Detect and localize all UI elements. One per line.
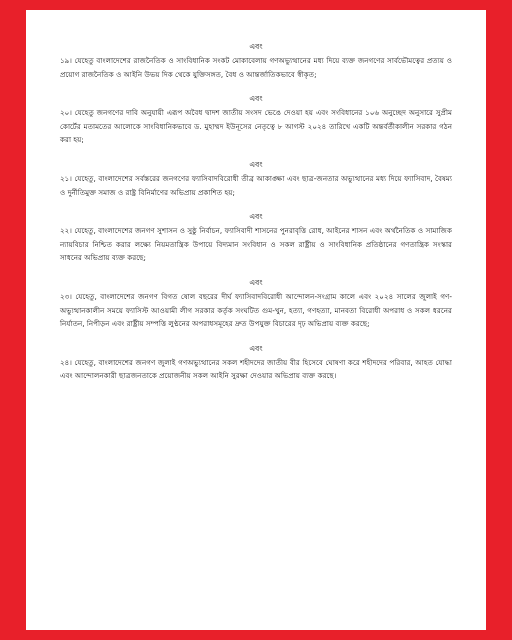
separator-and: এবং: [249, 42, 263, 51]
clause-20: [60, 94, 452, 147]
clause-24: [60, 344, 452, 383]
separator-and: এবং: [249, 343, 263, 353]
clause-20-text: ২০। যেহেতু জনগণের দাবি অনুযায়ী এরূপ অবৈধ দ্বাদশ জাতীয় সংসদ ভেঙে দেওয়া হয় এবং সংবিধানের ১০৬ অনুচ্ছেদ অনুসারে সুপ্রীম কোর্টের মতামতের আলোকে সাংবিধানিকভাবে ড. মুহাম্মদ ইউনূসের নেতৃত্বে ৮ আগস্ট ২০২৪ তারিখে একটি অন্তর্বর্তীকালীন সরকার গঠন করা হয়;: [60, 108, 452, 145]
clause-22: [60, 212, 452, 265]
document-page: [26, 10, 486, 630]
clause-21: [60, 160, 452, 199]
separator-and: এবং: [249, 94, 263, 104]
clause-24-text: ২৪। যেহেতু, বাংলাদেশের জনগণ জুলাই গণঅভ্যুত্থানের সকল শহীদদের জাতীয় বীর হিসেবে ঘোষণা করে শহীদদের পরিবার, আহত যোদ্ধা এবং আন্দোলনকারী ছাত্রজনতাকে প্রয়োজনীয় সকল আইনি সুরক্ষা দেওয়ার অভিপ্রায় ব্যক্ত করছে।: [60, 357, 452, 381]
separator-and: এবং: [249, 159, 263, 169]
clause-21-text: ২১। যেহেতু, বাংলাদেশের সর্বস্তরের জনগণের ফ্যাসিবাদবিরোধী তীব্র আকাঙ্ক্ষা এবং ছাত্র-জনতার অভ্যুত্থানের মধ্য দিয়ে ফ্যাসিবাদ, বৈষম্য ও দুর্নীতিমুক্ত সমাজ ও রাষ্ট্র বিনির্মাণের অভিপ্রায় প্রকাশিত হয়;: [60, 173, 452, 197]
clause-23-text: ২৩। যেহেতু, বাংলাদেশের জনগণ বিগত ষোল বছরের দীর্ঘ ফ্যাসিবাদবিরোধী আন্দোলন-সংগ্রাম কালে এবং ২০২৪ সালের জুলাই গণ-অভ্যুত্থানকালীন সময়ে ফ্যাসিস্ট আওয়ামী লীগ সরকার কর্তৃক সংঘটিত গুম-খুন, হত্যা, গণহত্যা, মানবতা বিরোধী অপরাধ ও সকল ধরনের নির্যাতন, নিপীড়ন এবং রাষ্ট্রীয় সম্পত্তি লুণ্ঠনের অপরাধসমূহের দ্রুত উপযুক্ত বিচারের দৃঢ় অভিপ্রায় ব্যক্ত করছে;: [60, 291, 452, 329]
clause-23: [60, 278, 452, 331]
separator-and: এবং: [249, 212, 263, 222]
clause-19: [60, 42, 452, 81]
clause-19-text: ১৯। যেহেতু বাংলাদেশের রাজনৈতিক ও সাংবিধানিক সংকট মোকাবেলায় গণঅভ্যুত্থানের মধ্য দিয়ে ব্যক্ত জনগণের সার্বভৌমত্বের প্রত্যয় ও প্রয়োগ রাজনৈতিক ও আইনি উভয় দিক থেকে যুক্তিসঙ্গত, বৈধ ও আন্তর্জাতিকভাবে স্বীকৃত;: [60, 56, 452, 79]
separator-and: এবং: [249, 277, 263, 287]
clause-22-text: ২২। যেহেতু, বাংলাদেশের জনগণ সুশাসন ও সুষ্ঠু নির্বাচন, ফ্যাসিবাদী শাসনের পুনরাবৃত্তি রোধ, আইনের শাসন এবং অর্থনৈতিক ও সামাজিক ন্যায়বিচার নিশ্চিত করার লক্ষ্যে নিয়মতান্ত্রিক উপায়ে বিদ্যমান সংবিধান ও সকল রাষ্ট্রীয় ও সাংবিধানিক প্রতিষ্ঠানের গণতান্ত্রিক সংস্কার সাধনের অভিপ্রায় ব্যক্ত করছে;: [60, 226, 452, 263]
